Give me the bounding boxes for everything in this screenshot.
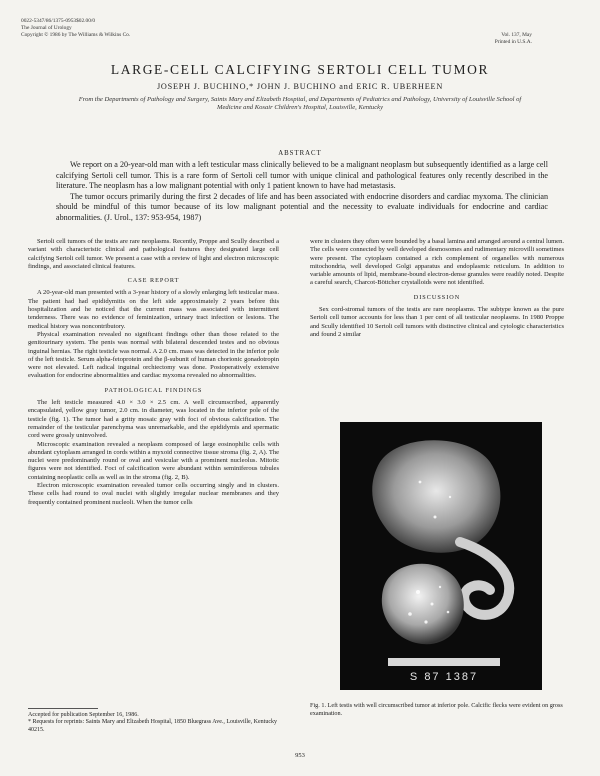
figure-1-photo	[340, 422, 542, 690]
journal-header-right	[372, 32, 532, 46]
body-paragraph: The left testicle measured 4.0 × 3.0 × 2.5 cm. A well circumscribed, apparently encapsulated, yellow gray tumor, 2.0 cm. in diameter, was located in the inferior pole of the testicle (fig. 1). The tumor had a gritty mosaic gray with foci of obvious calcification. The remainder of the testicular parenchyma was unremarkable, and the epididymis and spermatic cord were grossly uninvolved.	[28, 399, 279, 440]
header-line: Printed in U.S.A.	[494, 39, 532, 45]
author-affiliation: From the Departments of Pathology and Surgery, Saints Mary and Elizabeth Hospital, and Departments of Pediatrics and Pathology, University of Louisville School of Medicine and Kosair Children's Hospital, Louisville, Kentucky	[78, 96, 522, 112]
caption-label: Fig. 1.	[310, 702, 326, 709]
footnotes	[28, 712, 279, 734]
specimen-image	[340, 422, 542, 690]
body-paragraph: Physical examination revealed no significant findings other than those related to the genitourinary system. The penis was normal with bilateral descended testes and no obvious inguinal hernias. The right testicle was normal. A 2.0 cm. mass was detected in the inferior pole of the left testicle. Serum alpha-fetoprotein and the β-subunit of human chorionic gonadotropin were not elevated. Left radical inguinal orchiectomy was done. Postoperatively extensive evaluation for endocrine abnormalities and cardiac myxoma revealed no abnormalities.	[28, 330, 279, 380]
right-column	[310, 238, 564, 339]
header-line: Vol. 137, May	[501, 32, 532, 38]
body-paragraph: Electron microscopic examination revealed tumor cells occurring singly and in clusters. These cells had round to oval nuclei with slightly irregular nuclear membranes and they frequently contained prominent nucleoli. When the tumor cells	[28, 482, 279, 506]
body-paragraph: Microscopic examination revealed a neoplasm composed of large eosinophilic cells with abundant cytoplasm arranged in cords within a myxoid connective tissue stroma (fig. 2, A). The nuclei were predominantly round or oval and vesicular with a prominent nucleolus. Mitotic figures were not identified. Foci of calcification were abundant within seminiferous tubules containing neoplastic cells as well as in the stroma (fig. 2, B).	[28, 440, 279, 481]
body-paragraph: Sertoli cell tumors of the testis are rare neoplasms. Recently, Proppe and Scully described a variant with characteristic clinical and pathological features they designated large cell calcifying Sertoli cell tumor. We present a case with a review of light and electron microscopic findings, and associated clinical features.	[28, 238, 279, 270]
scale-bar	[388, 658, 500, 666]
header-line: Copyright © 1986 by The Williams & Wilkins Co.	[21, 32, 131, 38]
section-heading-case-report: CASE REPORT	[127, 277, 180, 285]
caption-text: Left testis with well circumscribed tumor at inferior pole. Calcific flecks were evident on gross examination.	[310, 702, 563, 717]
body-paragraph: were in clusters they often were bounded by a basal lamina and arranged around a central lumen. The cells were connected by well developed desmosomes and rudimentary microvilli sometimes were present. The cytoplasm contained a rich complement of organelles with numerous mitochondria, well developed Golgi apparatus and endoplasmic reticulum. In addition to variable amounts of lipid, membrane-bound electron-dense granules were readily noted. Despite a careful search, Charcot-Böttcher crystalloids were not identified.	[310, 238, 564, 287]
scale-label: S 87 1387	[409, 671, 479, 683]
abstract-paragraph: The tumor occurs primarily during the first 2 decades of life and has been associated with endocrine disorders and cardiac myxoma. The clinician should be mindful of this tumor because of its low malignant potential and the necessity to evaluate individuals for endocrine and cardiac abnormalities. (J. Urol., 137: 953-954, 1987)	[56, 191, 548, 222]
footnote-accepted: Accepted for publication September 16, 1986.	[28, 712, 139, 718]
section-heading-discussion: DISCUSSION	[413, 293, 461, 301]
abstract-heading: ABSTRACT	[278, 150, 322, 157]
figure-1-caption	[310, 702, 564, 717]
author-list: JOSEPH J. BUCHINO,* JOHN J. BUCHINO and ERIC R. UBERHEEN	[156, 82, 444, 91]
article-title: LARGE-CELL CALCIFYING SERTOLI CELL TUMOR	[110, 62, 490, 77]
footnote-reprints: * Requests for reprints: Saints Mary and Elizabeth Hospital, 1850 Bluegrass Ave., Louisville, Kentucky 40215.	[28, 719, 278, 733]
body-paragraph: A 20-year-old man presented with a 3-year history of a slowly enlarging left testicular mass. The patient had had epididymitis on the left side approximately 2 years before this hospitalization and he noticed that the current mass was associated with intermittent tenderness. There was no evidence of feminization, urinary tract infection or lesions. The medical history was noncontributory.	[28, 289, 279, 330]
section-heading-pathological-findings: PATHOLOGICAL FINDINGS	[104, 386, 203, 394]
page-number: 953	[295, 752, 305, 759]
abstract-body	[56, 160, 548, 224]
header-line: The Journal of Urology	[21, 25, 72, 31]
left-column	[28, 238, 279, 507]
header-line: 0022-5347/86/1375-0953$02.00/0	[21, 18, 96, 24]
footnote-divider	[28, 708, 98, 709]
journal-header-left	[21, 18, 281, 39]
body-paragraph: Sex cord-stromal tumors of the testis are rare neoplasms. The subtype known as the pure Sertoli cell tumor accounts for less than 1 per cent of all testicular neoplasms. In 1980 Proppe and Scully identified 10 Sertoli cell tumors with distinctive clinical and cytologic characteristics and found 2 similar	[310, 306, 564, 338]
abstract-paragraph: We report on a 20-year-old man with a left testicular mass clinically believed to be a malignant neoplasm but subsequently identified as a large cell calcifying Sertoli cell tumor. This is a rare form of Sertoli cell tumor with unique clinical and pathological features only recently described in the literature. The neoplasm has a low malignant potential with only 1 patient known to have had metastasis.	[56, 160, 548, 191]
